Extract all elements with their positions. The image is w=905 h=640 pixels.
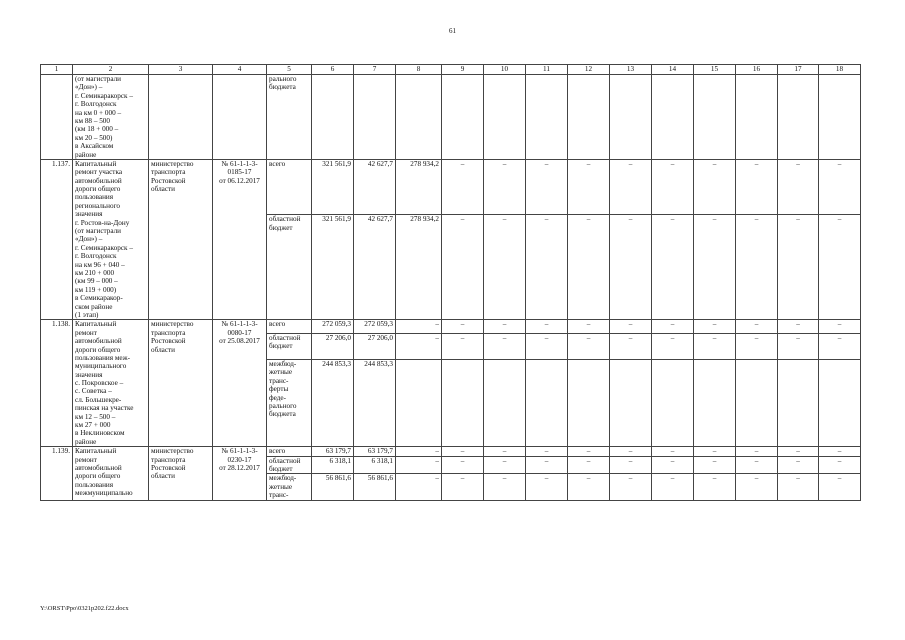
text-line: с. Покровское – xyxy=(75,379,124,388)
year-amount-cell xyxy=(526,359,568,446)
text-line: транспорта xyxy=(151,328,186,337)
funding-source xyxy=(267,359,312,446)
year-amount-cell: – xyxy=(736,334,778,360)
text-line: области xyxy=(151,472,176,481)
text-line: феде- xyxy=(269,393,286,402)
year-amount-cell: – xyxy=(526,456,568,474)
amount-cell: 272 059,3 xyxy=(312,320,354,334)
column-number-cell: 5 xyxy=(267,65,312,75)
year-amount-cell: – xyxy=(484,215,526,320)
funding-source xyxy=(267,215,312,320)
object-name xyxy=(73,75,149,160)
item-number xyxy=(41,75,73,160)
text-line: транс- xyxy=(269,491,289,500)
funding-source xyxy=(267,159,312,215)
amount-cell: 278 934,2 xyxy=(396,159,442,215)
amount-cell: – xyxy=(396,334,442,360)
column-number-cell: 3 xyxy=(149,65,213,75)
year-amount-cell: – xyxy=(778,334,819,360)
text-line: 0080-17 xyxy=(227,328,252,337)
amount-cell: – xyxy=(396,447,442,456)
amount-cell: – xyxy=(396,474,442,500)
text-line: бюджета xyxy=(269,410,296,419)
year-amount-cell: – xyxy=(652,215,694,320)
year-amount-cell: – xyxy=(526,334,568,360)
text-line: областной xyxy=(269,456,301,465)
text-line: (от магистрали xyxy=(75,227,122,236)
text-line: 0230-17 xyxy=(227,455,252,464)
year-amount-cell: – xyxy=(610,215,652,320)
year-amount-cell: – xyxy=(442,334,484,360)
year-amount-cell xyxy=(652,359,694,446)
year-amount-cell: – xyxy=(652,159,694,215)
table-row xyxy=(41,75,861,160)
year-amount-cell: – xyxy=(610,474,652,500)
text-line: г. Ростов-на-Дону xyxy=(75,218,130,227)
column-number-cell: 7 xyxy=(354,65,396,75)
object-name xyxy=(73,447,149,500)
text-line: (от магистрали xyxy=(75,75,122,83)
column-number-cell: 6 xyxy=(312,65,354,75)
text-line: области xyxy=(151,345,176,354)
text-line: № 61-1-1-3- xyxy=(221,159,258,168)
amount-cell xyxy=(396,359,442,446)
text-line: ремонт xyxy=(75,328,97,337)
year-amount-cell: – xyxy=(819,320,861,334)
text-line: Ростовской xyxy=(151,463,186,472)
year-amount-cell: – xyxy=(694,334,736,360)
text-line: км 27 + 000 xyxy=(75,421,111,430)
amount-cell xyxy=(312,75,354,160)
text-line: Капитальный xyxy=(75,159,117,168)
document-number xyxy=(213,447,267,500)
funding-source xyxy=(267,456,312,474)
text-line: рального xyxy=(269,75,297,83)
executor xyxy=(149,320,213,447)
amount-cell: 63 179,7 xyxy=(354,447,396,456)
text-line: Капитальный xyxy=(75,447,117,456)
amount-cell: 42 627,7 xyxy=(354,159,396,215)
year-amount-cell: – xyxy=(819,474,861,500)
text-line: г. Семикаракорск – xyxy=(75,243,133,252)
column-number-cell: 11 xyxy=(526,65,568,75)
column-number-cell: 15 xyxy=(694,65,736,75)
text-line: «Дон») – xyxy=(75,83,103,92)
year-amount-cell: – xyxy=(694,215,736,320)
year-amount-cell: – xyxy=(568,334,610,360)
year-amount-cell: – xyxy=(778,447,819,456)
year-amount-cell: – xyxy=(736,215,778,320)
text-line: пользования xyxy=(75,193,114,202)
year-amount-cell: – xyxy=(442,456,484,474)
year-amount-cell: – xyxy=(442,320,484,334)
year-amount-cell: – xyxy=(819,456,861,474)
text-line: № 61-1-1-3- xyxy=(221,447,258,456)
year-amount-cell xyxy=(819,359,861,446)
funding-source xyxy=(267,447,312,456)
table-row xyxy=(41,320,861,334)
text-line: км 12 – 500 – xyxy=(75,412,116,421)
year-amount-cell: – xyxy=(694,320,736,334)
column-number-cell: 1 xyxy=(41,65,73,75)
amount-cell: 56 861,6 xyxy=(354,474,396,500)
object-name xyxy=(73,159,149,319)
text-line: регионального xyxy=(75,201,120,210)
year-amount-cell: – xyxy=(610,334,652,360)
text-line: автомобильной xyxy=(75,463,122,472)
text-line: Ростовской xyxy=(151,337,186,346)
object-name xyxy=(73,320,149,447)
year-amount-cell: – xyxy=(778,320,819,334)
item-number: 1.139. xyxy=(41,447,73,500)
funding-source xyxy=(267,474,312,500)
text-line: дороги общего xyxy=(75,345,121,354)
column-number-cell: 2 xyxy=(73,65,149,75)
year-amount-cell: – xyxy=(694,456,736,474)
text-line: с. Советка – xyxy=(75,387,112,396)
column-number-row xyxy=(41,65,861,75)
text-line: автомобильной xyxy=(75,337,122,346)
amount-cell xyxy=(354,75,396,160)
year-amount-cell xyxy=(484,359,526,446)
text-line: межмуниципально xyxy=(75,489,133,498)
column-number-cell: 17 xyxy=(778,65,819,75)
column-number-cell: 4 xyxy=(213,65,267,75)
column-number-cell: 9 xyxy=(442,65,484,75)
amount-cell: 27 206,0 xyxy=(354,334,396,360)
year-amount-cell xyxy=(442,75,484,160)
text-line: областной xyxy=(269,215,301,224)
column-number-cell: 10 xyxy=(484,65,526,75)
text-line: значения xyxy=(75,210,103,219)
text-line: Капитальный xyxy=(75,320,117,329)
amount-cell: 244 853,3 xyxy=(312,359,354,446)
year-amount-cell: – xyxy=(568,215,610,320)
text-line: (1 этап) xyxy=(75,310,99,319)
year-amount-cell: – xyxy=(568,456,610,474)
year-amount-cell xyxy=(736,75,778,160)
text-line: транс- xyxy=(269,376,289,385)
year-amount-cell: – xyxy=(610,447,652,456)
text-line: км 210 + 000 xyxy=(75,268,115,277)
text-line: от 28.12.2017 xyxy=(219,463,260,472)
text-line: «Дон») – xyxy=(75,235,103,244)
executor xyxy=(149,159,213,319)
year-amount-cell xyxy=(526,75,568,160)
text-line: районе xyxy=(75,150,97,159)
text-line: жетные xyxy=(269,368,293,377)
year-amount-cell: – xyxy=(736,159,778,215)
year-amount-cell: – xyxy=(568,474,610,500)
year-amount-cell: – xyxy=(442,215,484,320)
year-amount-cell xyxy=(819,75,861,160)
text-line: межбюд- xyxy=(269,474,297,483)
amount-cell: 6 318,1 xyxy=(312,456,354,474)
amount-cell: 272 059,3 xyxy=(354,320,396,334)
year-amount-cell: – xyxy=(484,159,526,215)
text-line: жетные xyxy=(269,482,293,491)
item-number: 1.138. xyxy=(41,320,73,447)
year-amount-cell: – xyxy=(610,320,652,334)
text-line: ремонт xyxy=(75,455,97,464)
budget-table xyxy=(40,64,861,501)
year-amount-cell: – xyxy=(778,215,819,320)
table-row xyxy=(41,159,861,215)
amount-cell: 321 561,9 xyxy=(312,159,354,215)
text-line: бюджет xyxy=(269,223,293,232)
text-line: 0185-17 xyxy=(227,168,252,177)
text-line: министерство xyxy=(151,447,194,456)
text-line: дороги общего xyxy=(75,472,121,481)
text-line: (км 99 – 000 – xyxy=(75,277,118,286)
funding-source xyxy=(267,334,312,360)
text-line: муниципального xyxy=(75,362,127,371)
text-line: дороги общего xyxy=(75,185,121,194)
text-line: г. Волгодонск xyxy=(75,100,117,109)
year-amount-cell: – xyxy=(736,456,778,474)
funding-source xyxy=(267,75,312,160)
year-amount-cell: – xyxy=(484,474,526,500)
year-amount-cell: – xyxy=(484,447,526,456)
amount-cell: 63 179,7 xyxy=(312,447,354,456)
text-line: всего xyxy=(269,320,286,329)
year-amount-cell: – xyxy=(442,474,484,500)
amount-cell: 27 206,0 xyxy=(312,334,354,360)
text-line: ремонт участка xyxy=(75,168,123,177)
column-number-cell: 8 xyxy=(396,65,442,75)
text-line: пользования меж- xyxy=(75,353,130,362)
column-number-cell: 18 xyxy=(819,65,861,75)
text-line: км 119 + 000) xyxy=(75,285,117,294)
year-amount-cell: – xyxy=(819,334,861,360)
year-amount-cell: – xyxy=(568,320,610,334)
executor xyxy=(149,447,213,500)
year-amount-cell xyxy=(442,359,484,446)
year-amount-cell xyxy=(610,359,652,446)
text-line: на км 0 + 000 – xyxy=(75,108,122,117)
year-amount-cell: – xyxy=(778,474,819,500)
year-amount-cell: – xyxy=(736,447,778,456)
text-line: транспорта xyxy=(151,455,186,464)
year-amount-cell xyxy=(778,75,819,160)
item-number: 1.137. xyxy=(41,159,73,319)
year-amount-cell xyxy=(694,75,736,160)
amount-cell: 6 318,1 xyxy=(354,456,396,474)
text-line: км 88 – 500 xyxy=(75,116,110,125)
year-amount-cell: – xyxy=(442,447,484,456)
year-amount-cell: – xyxy=(778,159,819,215)
text-line: пользования xyxy=(75,480,114,489)
text-line: бюджета xyxy=(269,83,296,92)
year-amount-cell: – xyxy=(526,474,568,500)
year-amount-cell: – xyxy=(526,159,568,215)
text-line: км 20 – 500) xyxy=(75,133,113,142)
text-line: в Неклиновском xyxy=(75,429,125,438)
year-amount-cell xyxy=(694,359,736,446)
year-amount-cell xyxy=(778,359,819,446)
year-amount-cell xyxy=(736,359,778,446)
text-line: № 61-1-1-3- xyxy=(221,320,258,329)
year-amount-cell: – xyxy=(819,447,861,456)
funding-source xyxy=(267,320,312,334)
page-number: 61 xyxy=(449,27,456,35)
text-line: ферты xyxy=(269,385,289,394)
text-line: бюджет xyxy=(269,464,293,473)
year-amount-cell: – xyxy=(694,447,736,456)
year-amount-cell: – xyxy=(484,456,526,474)
year-amount-cell: – xyxy=(652,447,694,456)
text-line: (км 18 + 000 – xyxy=(75,125,119,134)
file-path-footer: Y:\ORST\Ppo\0321p202.f22.docx xyxy=(40,605,129,612)
year-amount-cell: – xyxy=(526,215,568,320)
text-line: всего xyxy=(269,159,286,168)
text-line: в Семикаракор- xyxy=(75,294,123,303)
year-amount-cell xyxy=(568,359,610,446)
year-amount-cell: – xyxy=(652,334,694,360)
column-number-cell: 16 xyxy=(736,65,778,75)
amount-cell xyxy=(396,75,442,160)
text-line: министерство xyxy=(151,320,194,329)
amount-cell: – xyxy=(396,456,442,474)
year-amount-cell: – xyxy=(484,334,526,360)
column-number-cell: 13 xyxy=(610,65,652,75)
executor xyxy=(149,75,213,160)
text-line: бюджет xyxy=(269,342,293,351)
text-line: на км 96 + 040 – xyxy=(75,260,125,269)
text-line: пинская на участке xyxy=(75,404,134,413)
document-number xyxy=(213,159,267,319)
text-line: сл. Большекре- xyxy=(75,395,122,404)
year-amount-cell: – xyxy=(819,159,861,215)
year-amount-cell: – xyxy=(694,159,736,215)
text-line: министерство xyxy=(151,159,194,168)
text-line: в Аксайском xyxy=(75,142,114,151)
year-amount-cell: – xyxy=(778,456,819,474)
document-number xyxy=(213,320,267,447)
text-line: от 06.12.2017 xyxy=(219,176,260,185)
year-amount-cell: – xyxy=(568,447,610,456)
year-amount-cell: – xyxy=(610,159,652,215)
year-amount-cell xyxy=(610,75,652,160)
text-line: всего xyxy=(269,447,286,456)
text-line: районе xyxy=(75,437,97,446)
year-amount-cell: – xyxy=(526,447,568,456)
year-amount-cell xyxy=(568,75,610,160)
text-line: ском районе xyxy=(75,302,113,311)
text-line: значения xyxy=(75,370,103,379)
table-row xyxy=(41,447,861,456)
year-amount-cell xyxy=(652,75,694,160)
year-amount-cell: – xyxy=(652,320,694,334)
text-line: области xyxy=(151,185,176,194)
amount-cell: 56 861,6 xyxy=(312,474,354,500)
text-line: межбюд- xyxy=(269,359,297,368)
year-amount-cell: – xyxy=(819,215,861,320)
text-line: транспорта xyxy=(151,168,186,177)
year-amount-cell: – xyxy=(736,474,778,500)
text-line: от 25.08.2017 xyxy=(219,337,260,346)
text-line: г. Семикаракорск – xyxy=(75,91,133,100)
year-amount-cell: – xyxy=(652,474,694,500)
text-line: автомобильной xyxy=(75,176,122,185)
year-amount-cell xyxy=(484,75,526,160)
year-amount-cell: – xyxy=(484,320,526,334)
column-number-cell: 12 xyxy=(568,65,610,75)
text-line: рального xyxy=(269,401,297,410)
year-amount-cell: – xyxy=(694,474,736,500)
amount-cell: 321 561,9 xyxy=(312,215,354,320)
year-amount-cell: – xyxy=(526,320,568,334)
text-line: Ростовской xyxy=(151,176,186,185)
year-amount-cell: – xyxy=(442,159,484,215)
amount-cell: – xyxy=(396,320,442,334)
column-number-cell: 14 xyxy=(652,65,694,75)
year-amount-cell: – xyxy=(736,320,778,334)
text-line: г. Волгодонск xyxy=(75,252,117,261)
year-amount-cell: – xyxy=(568,159,610,215)
amount-cell: 278 934,2 xyxy=(396,215,442,320)
amount-cell: 244 853,3 xyxy=(354,359,396,446)
year-amount-cell: – xyxy=(610,456,652,474)
amount-cell: 42 627,7 xyxy=(354,215,396,320)
year-amount-cell: – xyxy=(652,456,694,474)
document-number xyxy=(213,75,267,160)
text-line: областной xyxy=(269,334,301,343)
